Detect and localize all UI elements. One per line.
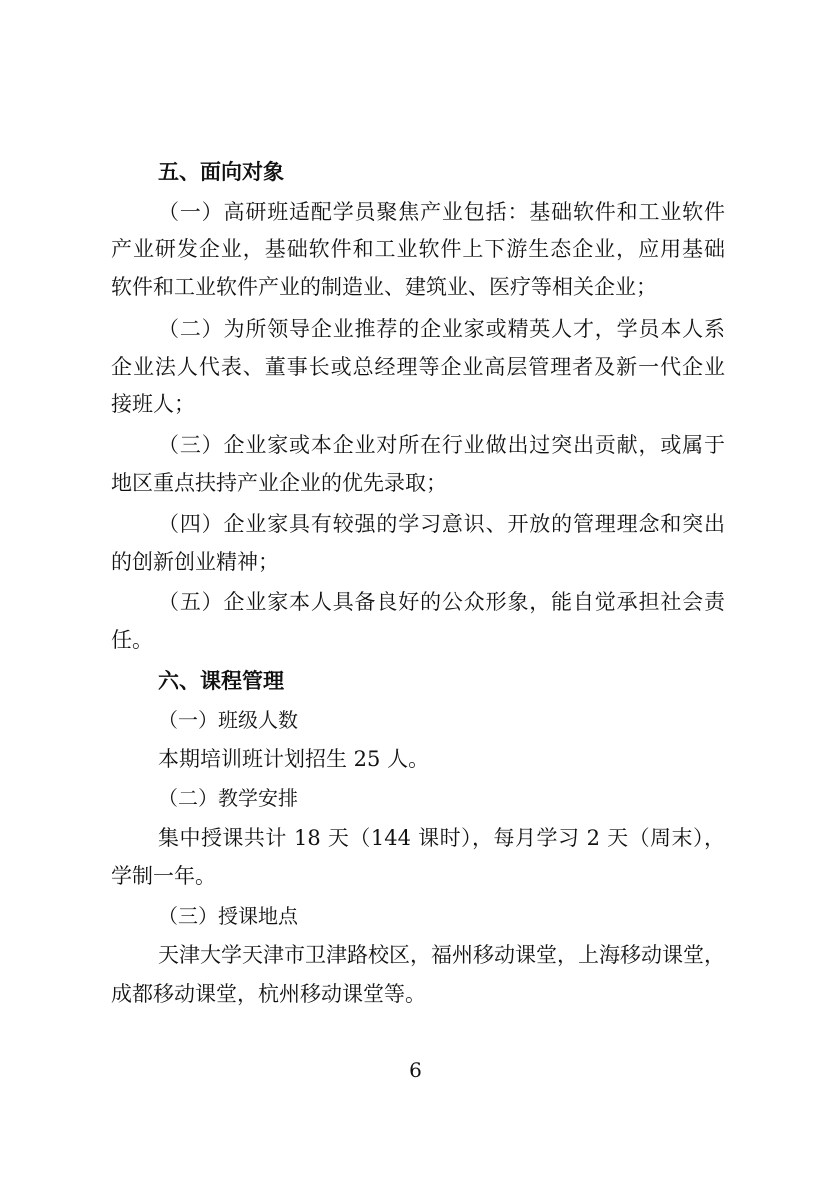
section-6-heading: 六、课程管理: [158, 668, 284, 693]
para-1-line-2: 产业研发企业，基础软件和工业软件上下游生态企业，应用基础: [111, 237, 725, 261]
para-2-line-2: 企业法人代表、董事长或总经理等企业高层管理者及新一代企业: [111, 355, 725, 379]
para-3-line-2: 地区重点扶持产业企业的优先录取；: [111, 471, 447, 495]
para-1-line-3: 软件和工业软件产业的制造业、建筑业、医疗等相关企业；: [111, 275, 657, 299]
para-5-line-2: 任。: [111, 628, 153, 652]
sub-3-heading: （三）授课地点: [158, 904, 298, 928]
para-4-line-2: 的创新创业精神；: [111, 550, 279, 574]
sub-2-heading: （二）教学安排: [158, 786, 298, 810]
sub-1-heading: （一）班级人数: [158, 708, 298, 732]
para-1-line-1: （一）高研班适配学员聚焦产业包括：基础软件和工业软件: [158, 200, 725, 224]
page-number: 6: [409, 1058, 422, 1082]
para-5-line-1: （五）企业家本人具备良好的公众形象，能自觉承担社会责: [158, 590, 725, 614]
para-3-line-1: （三）企业家或本企业对所在行业做出过突出贡献，或属于: [158, 433, 725, 457]
sub-2-text-line-2: 学制一年。: [111, 864, 216, 888]
sub-3-text-line-1: 天津大学天津市卫津路校区，福州移动课堂，上海移动课堂，: [158, 943, 725, 967]
sub-1-text: 本期培训班计划招生 25 人。: [158, 747, 430, 771]
para-2-line-3: 接班人；: [111, 392, 195, 416]
section-5-heading: 五、面向对象: [158, 159, 284, 184]
sub-2-text-line-1: 集中授课共计 18 天（144 课时），每月学习 2 天（周末），: [158, 826, 725, 850]
para-2-line-1: （二）为所领导企业推荐的企业家或精英人才，学员本人系: [158, 317, 725, 341]
sub-3-text-line-2: 成都移动课堂，杭州移动课堂等。: [111, 982, 426, 1006]
para-4-line-1: （四）企业家具有较强的学习意识、开放的管理理念和突出: [158, 512, 725, 536]
